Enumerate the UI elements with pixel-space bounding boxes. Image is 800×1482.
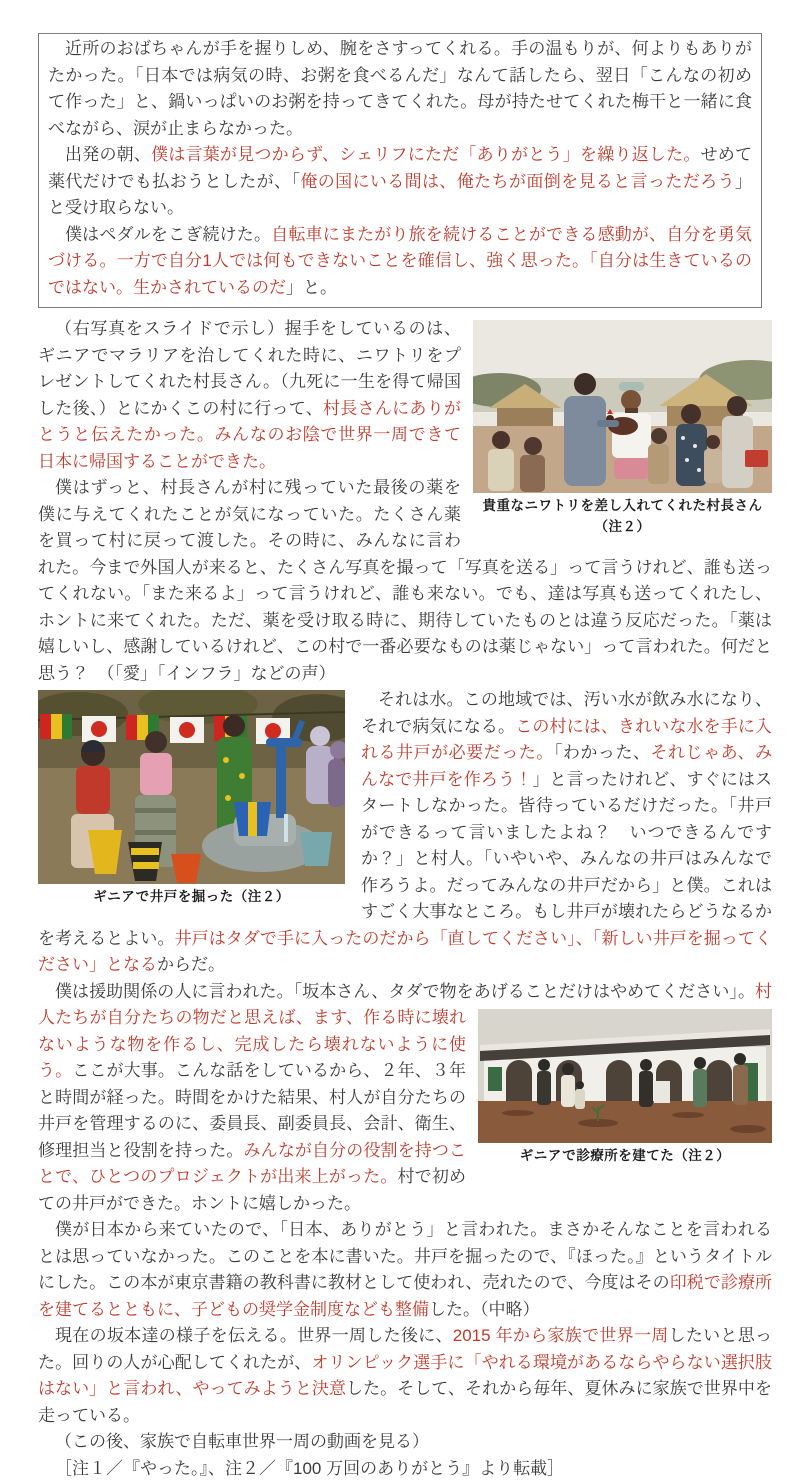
paragraph-village-chief: [38, 316, 772, 475]
photo-caption: 貴重なニワトリを差し入れてくれた村長さん（注２）: [473, 493, 772, 537]
paragraph-text: 近所のおばちゃんが手を握りしめ、腕をさすってくれる。手の温もりが、何よりもありがたかった。「日本では病気の時、お粥を食べるんだ」なんて話したら、翌日「こんなの初めて作った」と、鍋いっぱいのお粥を持ってきてくれた。母が持たせてくれた梅干と一緒に食べながら、涙が止まらなかった。: [48, 39, 752, 138]
intro-paragraph-2: [48, 142, 752, 222]
intro-paragraph-1: [48, 36, 752, 142]
paragraph-text: 現在の坂本達の様子を伝える。世界一周した後に、2015 年から家族で世界一周したいと思った。回りの人が心配してくれたが、オリンピック選手に「やれる環境があるならやらない選択肢はない」と言われ、やってみようと決意した。そして、それから毎年、夏休みに家族で世界中を走っている。: [38, 1326, 772, 1425]
paragraph-text: それは水。この地域では、汚い水が飲み水になり、それで病気になる。この村には、きれいな水を手に入れる井戸が必要だった。「わかった、それじゃあ、みんなで井戸を作ろう！」と言ったけれど、すぐにはスタートしなかった。皆待っているだけだった。「井戸ができるって言いましたよね？ いつできるんですか？」と村人。「いやいや、みんなの井戸はみんなで作ろうよ。だってみんなの井戸だから」と僕。これはすごく大事なところ。もし井戸が壊れたらどうなるかを考えるとよい。井戸はタダで手に入ったのだから「直してください」、「新しい井戸を掘ってください」となるからだ。: [38, 690, 772, 974]
paragraph-text: 僕はペダルをこぎ続けた。自転車にまたがり旅を続けることができる感動が、自分を勇気づける。一方で自分1人では何もできないことを確信し、強く思った。「自分は生きているのではない。生かされているのだ」と。: [48, 225, 752, 297]
paragraph-family-trip: [38, 1323, 772, 1429]
paragraph-book: [38, 1217, 772, 1323]
well-photo: [38, 690, 345, 884]
paragraph-text: ［注１／『やった。』、注２／『100 万回のありがとう』より転載］: [55, 1459, 564, 1478]
photo-caption: ギニアで診療所を建てた（注２）: [478, 1143, 772, 1166]
paragraph-text: 僕は援助関係の人に言われた。「坂本さん、タダで物をあげることだけはやめてください」。: [55, 982, 755, 1001]
paragraph-well: [38, 687, 772, 979]
village-chief-photo: [473, 320, 772, 493]
paragraph-text: （この後、家族で自転車世界一周の動画を見る）: [55, 1432, 429, 1451]
paragraph-text: 出発の朝、僕は言葉が見つからず、シェリフにただ「ありがとう」を繰り返した。せめて薬代だけでも払おうとしたが、「俺の国にいる間は、俺たちが面倒を見ると言っただろう」と受け取らない。: [48, 145, 752, 217]
well-figure: [38, 690, 345, 907]
paragraph-text: 村人たちが自分たちの物だと思えば、ます、作る時に壊れないような物を作るし、完成したら壊れないように使う。ここが大事。こんな話をしているから、２年、３年と時間が経った。時間をかけた結果、村人が自分たちの井戸を管理するのに、委員長、副委員長、会計、衛生、修理担当と役割を持った。みんなが自分の役割を持つことで、ひとつのプロジェクトが出来上がった。村で初めての井戸ができた。ホントに嬉しかった。: [38, 982, 772, 1213]
clinic-photo: [478, 1009, 772, 1143]
clinic-figure: [478, 1009, 772, 1166]
photo-caption: ギニアで井戸を掘った（注２）: [38, 884, 345, 907]
intro-paragraph-3: [48, 222, 752, 302]
paragraph-source-note: [38, 1456, 772, 1482]
paragraph-aid-worker: [38, 979, 772, 1218]
village-chief-figure: [473, 320, 772, 537]
paragraph-video-note: [38, 1429, 772, 1456]
paragraph-text: 僕が日本から来ていたので、「日本、ありがとう」と言われた。まさかそんなことを言われるとは思っていなかった。このことを本に書いた。井戸を掘ったので、『ほった。』というタイトルにした。この本が東京書籍の教科書に教材として使われ、売れたので、今度はその印税で診療所を建てるとともに、子どもの奨学金制度なども整備した。（中略）: [38, 1220, 772, 1319]
intro-box: [38, 33, 762, 308]
paragraph-text: （右写真をスライドで示し）握手をしているのは、ギニアでマラリアを治してくれた時に、ニワトリをプレゼントしてくれた村長さん。（九死に一生を得て帰国した後、）とにかくこの村に行って、村長さんにありがとうと伝えたかった。みんなのお陰で世界一周できて日本に帰国することができた。: [38, 319, 461, 471]
paragraph-text: 僕はずっと、村長さんが村に残っていた最後の薬を僕に与えてくれたことが気になっていた。たくさん薬を買って村に戻って渡した。その時に、みんなに言われた。今まで外国人が来ると、たくさん写真を撮って「写真を送る」って言うけれど、誰も送ってくれない。「また来るよ」って言うけれど、誰も来ない。でも、達は写真も送ってくれたし、ホントに来てくれた。ただ、薬を受け取る時に、期待していたものとは違う反応だった。「薬は嬉しいし、感謝しているけれど、この村で一番必要なものは薬じゃない」って言われた。何だと思う？ （「愛」「インフラ」などの声）: [38, 478, 772, 683]
article-body: [38, 316, 772, 1482]
